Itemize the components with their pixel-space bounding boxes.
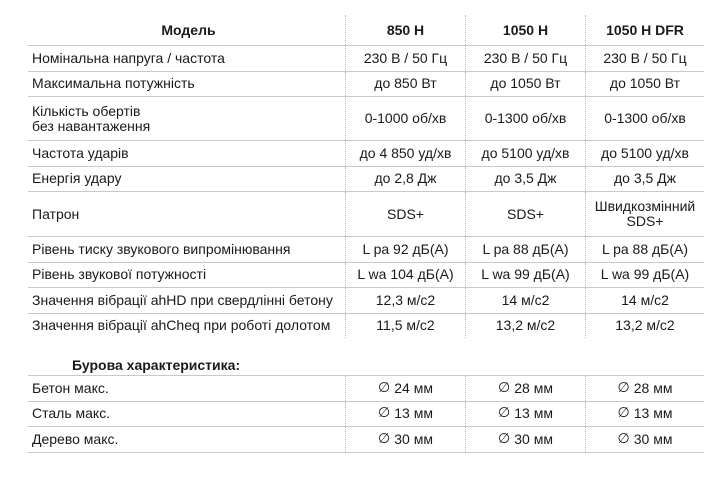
row-label: Рівень звукової потужності — [32, 266, 207, 283]
cell-value-line: Швидкозмінний — [594, 198, 696, 214]
cell-value: L wa 99 дБ(А) — [585, 263, 704, 288]
table-row — [28, 314, 704, 339]
cell-value — [465, 427, 585, 452]
row-label: Значення вібрації ahCheq при роботі долотом — [32, 317, 331, 334]
cell-value-text: 28 мм — [514, 379, 553, 396]
diameter-icon: ∅ — [498, 430, 511, 447]
cell-value-text: 30 мм — [633, 430, 673, 447]
cell-value-text: 30 мм — [394, 430, 433, 447]
cell-value: до 850 Вт — [345, 72, 465, 97]
cell-value: до 3,5 Дж — [465, 167, 585, 192]
table-row — [28, 427, 704, 453]
row-label: Номінальна напруга / частота — [32, 49, 225, 66]
table-row — [28, 376, 704, 402]
table-row — [28, 263, 704, 289]
cell-value — [465, 376, 585, 401]
table-header-row — [28, 15, 704, 46]
row-label: Бетон макс. — [32, 379, 109, 396]
cell-value-text: 24 мм — [394, 379, 433, 396]
table-row — [28, 167, 704, 193]
diameter-icon: ∅ — [617, 430, 630, 447]
table-row — [28, 72, 704, 98]
diameter-icon: ∅ — [617, 379, 630, 396]
row-label-line: без навантаження — [32, 117, 151, 134]
cell-value: 11,5 м/с2 — [345, 314, 465, 339]
cell-value-text: 13 мм — [514, 405, 553, 422]
cell-value-line: SDS+ — [626, 213, 664, 229]
cell-value: до 4 850 уд/хв — [345, 141, 465, 166]
cell-value: L wa 104 дБ(А) — [345, 263, 465, 288]
cell-value — [345, 402, 465, 427]
cell-value: 13,2 м/с2 — [465, 314, 585, 339]
diameter-icon: ∅ — [617, 405, 630, 422]
row-label: Енергія удару — [32, 170, 122, 187]
cell-value: 14 м/с2 — [465, 288, 585, 313]
spec-table — [28, 15, 704, 338]
diameter-icon: ∅ — [378, 405, 391, 422]
table-row — [28, 288, 704, 314]
header-model-1050h: 1050 H — [465, 15, 585, 45]
cell-value: L pa 88 дБ(А) — [465, 237, 585, 262]
cell-value-text: 13 мм — [633, 405, 673, 422]
row-label: Патрон — [32, 205, 80, 222]
cell-value: L wa 99 дБ(А) — [465, 263, 585, 288]
diameter-icon: ∅ — [378, 430, 391, 447]
table-row — [28, 46, 704, 72]
cell-value: до 2,8 Дж — [345, 167, 465, 192]
row-label-line: Кількість обертів — [32, 102, 141, 119]
cell-value: 230 В / 50 Гц — [465, 46, 585, 71]
cell-value: до 3,5 Дж — [585, 167, 704, 192]
cell-value-text: 13 мм — [394, 405, 433, 422]
header-model-1050h-dfr: 1050 H DFR — [585, 15, 704, 45]
cell-value — [585, 376, 704, 401]
cell-value — [465, 402, 585, 427]
table-row — [28, 97, 704, 141]
cell-value: SDS+ — [345, 192, 465, 236]
diameter-icon: ∅ — [378, 379, 391, 396]
cell-value — [345, 376, 465, 401]
drilling-section-title: Бурова характеристика: — [72, 357, 241, 373]
cell-value-text: 28 мм — [633, 379, 673, 396]
cell-value: 0-1300 об/хв — [585, 97, 704, 140]
row-label — [28, 104, 345, 134]
cell-value: 14 м/с2 — [585, 288, 704, 313]
drilling-table — [28, 375, 704, 453]
cell-value — [585, 427, 704, 452]
cell-value: SDS+ — [465, 192, 585, 236]
diameter-icon: ∅ — [498, 379, 511, 396]
cell-value: 13,2 м/с2 — [585, 314, 704, 339]
row-label: Рівень тиску звукового випромінювання — [32, 240, 291, 257]
cell-value — [345, 427, 465, 452]
cell-value: L pa 92 дБ(А) — [345, 237, 465, 262]
table-row — [28, 402, 704, 428]
cell-value: 0-1300 об/хв — [465, 97, 585, 140]
row-label: Сталь макс. — [32, 405, 111, 422]
cell-value: до 5100 уд/хв — [465, 141, 585, 166]
table-row — [28, 237, 704, 263]
row-label: Значення вібрації ahHD при свердлінні бетону — [32, 291, 333, 308]
cell-value: до 1050 Вт — [465, 72, 585, 97]
cell-value: до 1050 Вт — [585, 72, 704, 97]
cell-value: 230 В / 50 Гц — [585, 46, 704, 71]
cell-value: 12,3 м/с2 — [345, 288, 465, 313]
cell-value: до 5100 уд/хв — [585, 141, 704, 166]
cell-value: 230 В / 50 Гц — [345, 46, 465, 71]
diameter-icon: ∅ — [498, 405, 511, 422]
cell-value-text: 30 мм — [514, 430, 553, 447]
cell-value: 0-1000 об/хв — [345, 97, 465, 140]
cell-value — [585, 402, 704, 427]
header-model-850h: 850 H — [345, 15, 465, 45]
cell-value: L pa 88 дБ(А) — [585, 237, 704, 262]
cell-value — [585, 192, 704, 236]
row-label: Частота ударів — [32, 144, 129, 161]
table-row — [28, 192, 704, 237]
row-label: Дерево макс. — [32, 430, 119, 447]
row-label: Максимальна потужність — [32, 75, 195, 92]
table-row — [28, 141, 704, 167]
header-model-label: Модель — [161, 21, 216, 38]
